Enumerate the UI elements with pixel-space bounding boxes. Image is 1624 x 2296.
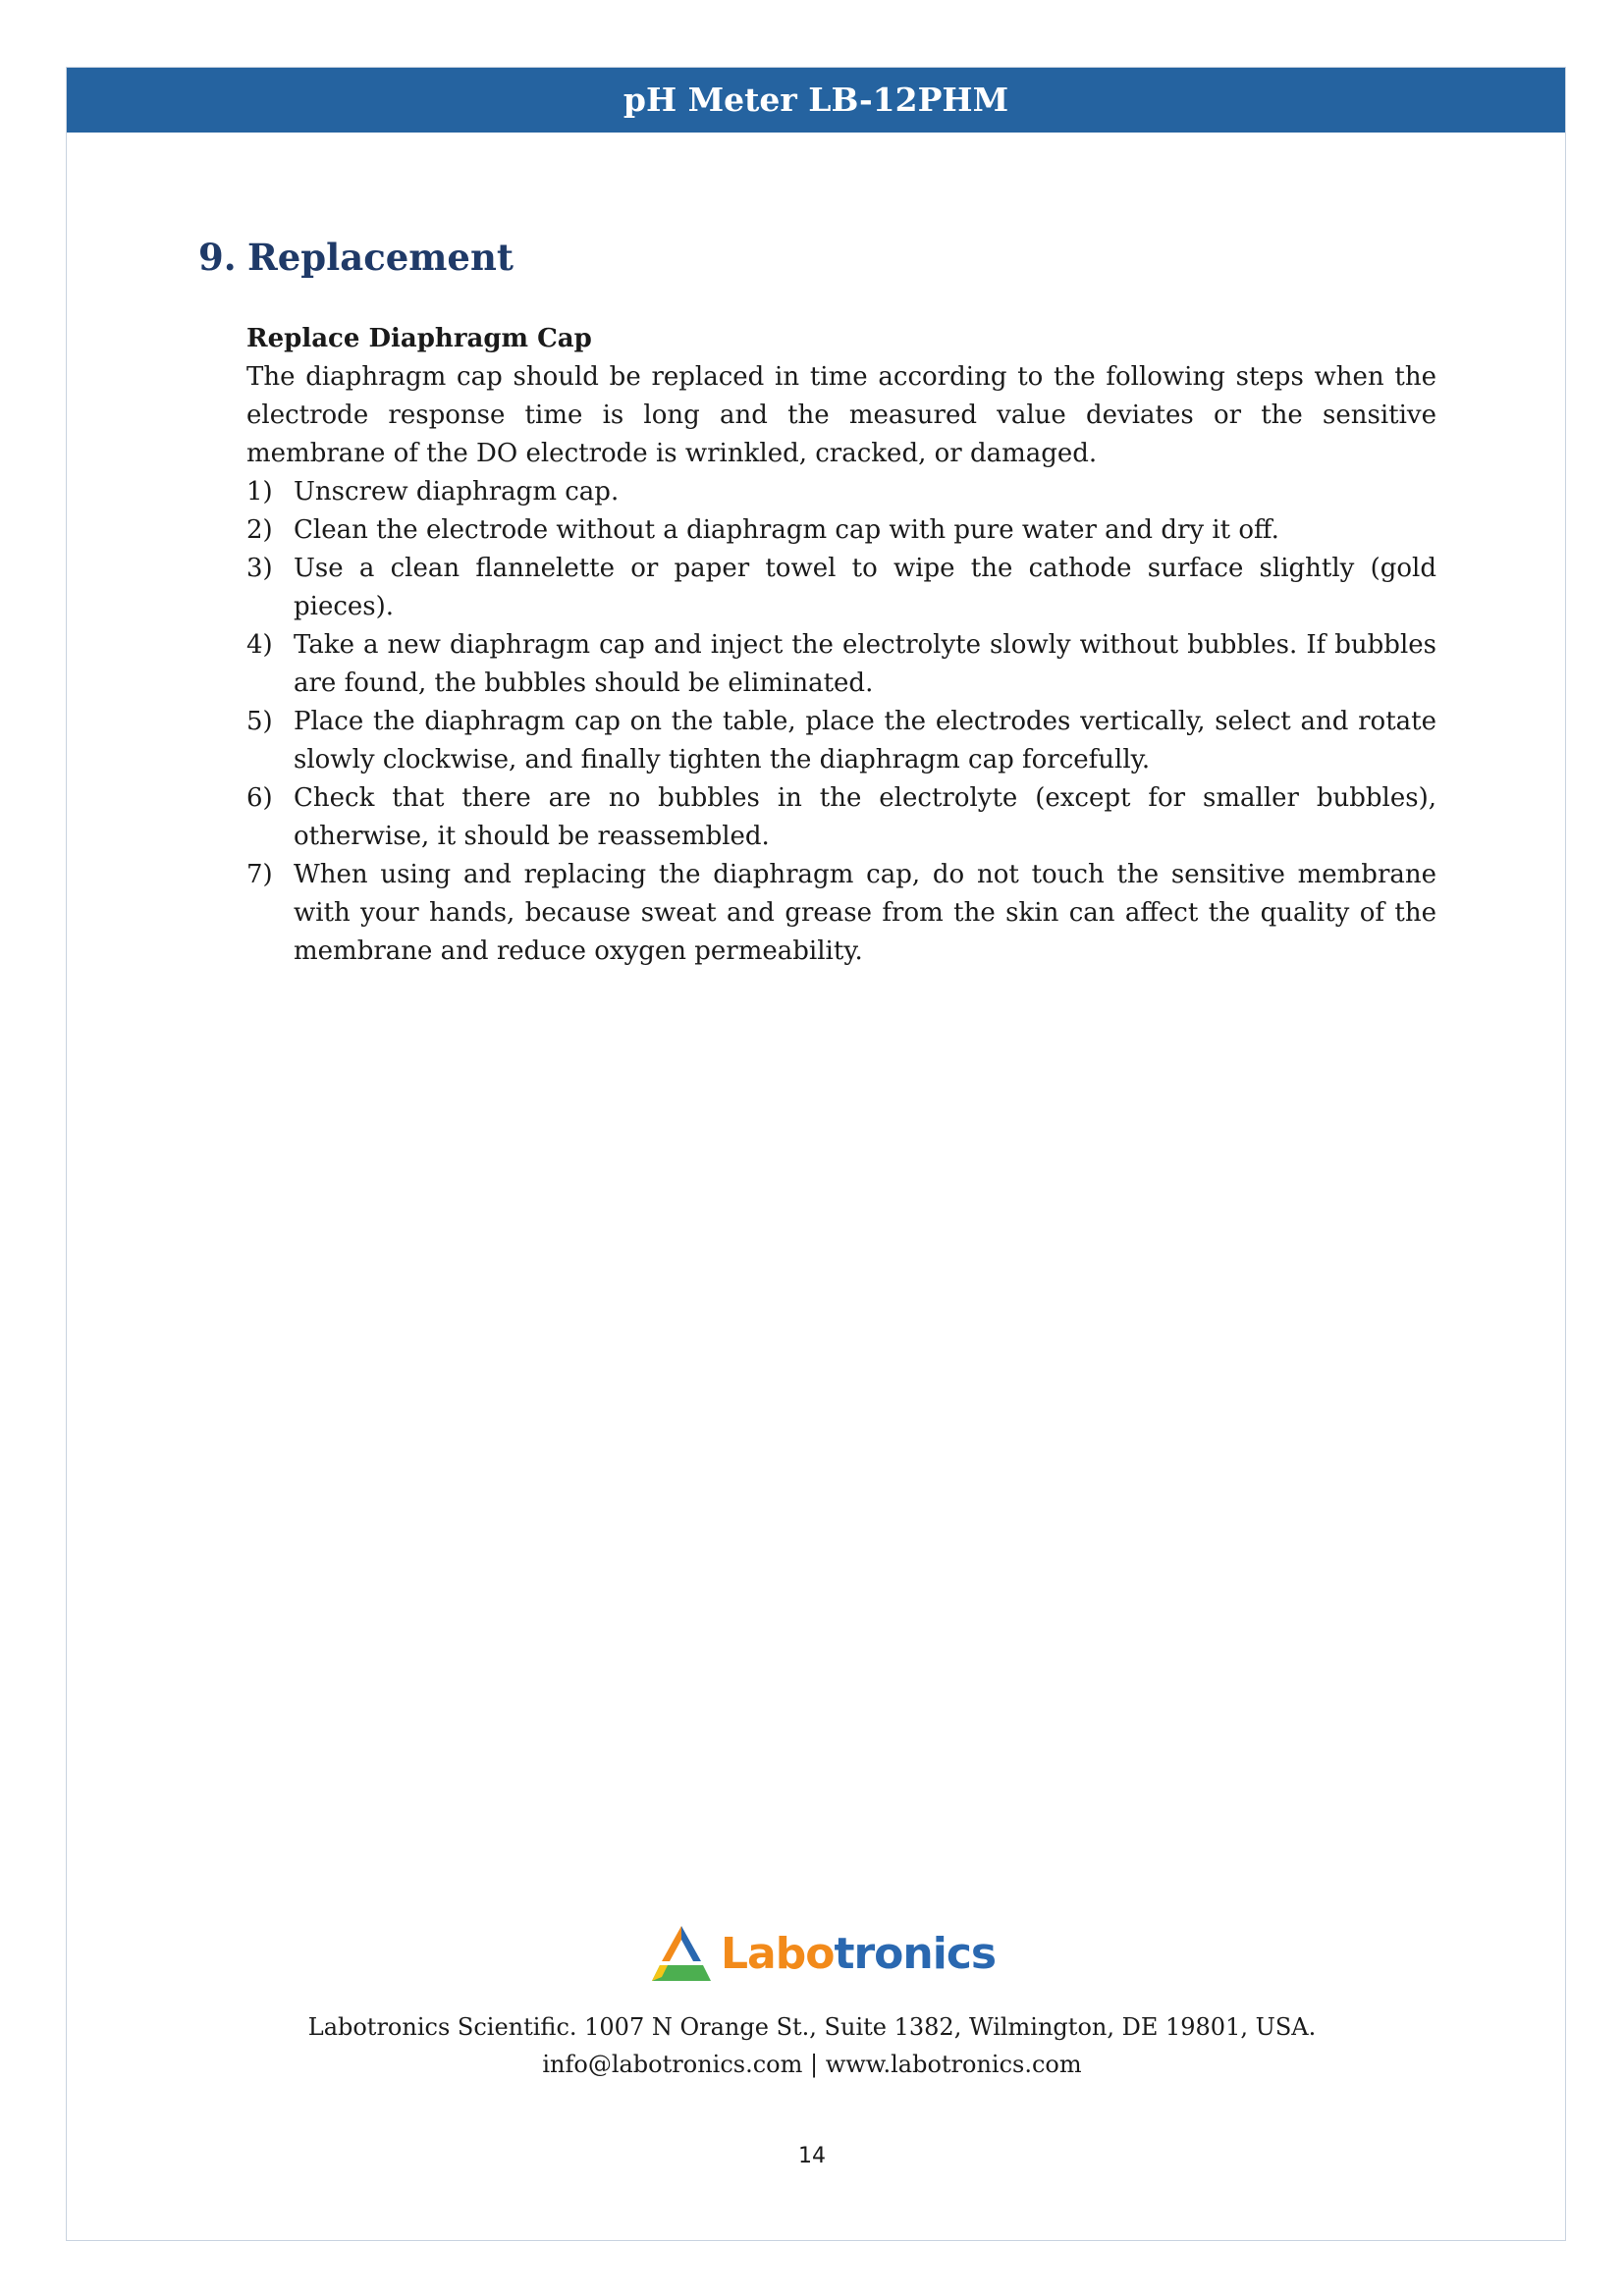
list-marker: 1) [246, 477, 273, 507]
logo-text-part2: tronics [834, 1928, 997, 1979]
logo-text-part1: Labo [721, 1928, 835, 1979]
logo-wordmark [721, 1929, 996, 1979]
list-item [246, 856, 1436, 971]
header-title: pH Meter LB-12PHM [623, 80, 1009, 119]
list-item-text: Unscrew diaphragm cap. [294, 477, 620, 507]
list-item [246, 626, 1436, 703]
list-marker: 7) [246, 860, 273, 889]
section-heading [198, 236, 514, 279]
footer-address: Labotronics Scientific. 1007 N Orange St., Suite 1382, Wilmington, DE 19801, USA. [307, 2013, 1317, 2041]
list-item [246, 779, 1436, 856]
steps-list [246, 473, 1436, 971]
list-item-text: Check that there are no bubbles in the electrolyte (except for smaller bubbles), otherwise, it should be reassembled. [294, 783, 1436, 851]
content [246, 320, 1436, 971]
section-title: Replacement [247, 236, 514, 279]
list-marker: 3) [246, 554, 273, 583]
company-logo [648, 1919, 996, 1988]
intro-paragraph: The diaphragm cap should be replaced in time according to the following steps when the electrode response time is long and the measured value deviates or the sensitive membrane of the DO electrode is wrinkled, cracked, or damaged. [246, 362, 1436, 468]
triangle-logo-icon [648, 1922, 715, 1985]
list-item-text: Take a new diaphragm cap and inject the electrolyte slowly without bubbles. If bubbles are found, the bubbles should be eliminated. [294, 630, 1436, 698]
list-item-text: Use a clean flannelette or paper towel to wipe the cathode surface slightly (gold pieces). [294, 554, 1436, 621]
list-item [246, 511, 1436, 550]
subsection-title: Replace Diaphragm Cap [246, 324, 592, 353]
list-item-text: Clean the electrode without a diaphragm cap with pure water and dry it off. [294, 515, 1279, 545]
list-marker: 5) [246, 707, 273, 736]
footer-contact: info@labotronics.com | www.labotronics.com [542, 2051, 1082, 2078]
section-number: 9. [198, 236, 237, 279]
list-item [246, 550, 1436, 626]
list-item-text: When using and replacing the diaphragm cap, do not touch the sensitive membrane with your hands, because sweat and grease from the skin can affect the quality of the membrane and reduce oxygen permeability. [294, 860, 1436, 966]
list-item-text: Place the diaphragm cap on the table, place the electrodes vertically, select and rotate slowly clockwise, and finally tighten the diaphragm cap forcefully. [294, 707, 1436, 774]
list-marker: 4) [246, 630, 273, 660]
list-marker: 2) [246, 515, 273, 545]
list-marker: 6) [246, 783, 273, 813]
header-bar [67, 68, 1565, 133]
page-number: 14 [798, 2144, 826, 2168]
list-item [246, 473, 1436, 511]
list-item [246, 703, 1436, 779]
